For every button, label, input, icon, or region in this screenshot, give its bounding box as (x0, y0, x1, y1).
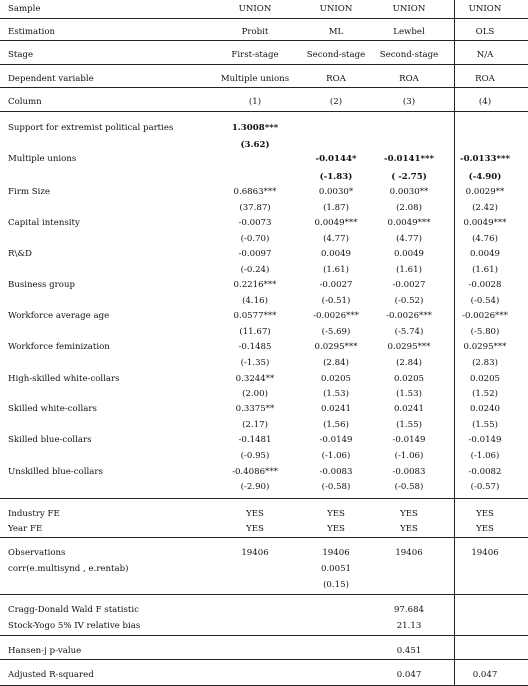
cell-col-2: -0.0083 (319, 467, 353, 477)
cell-col-3: 0.0205 (393, 374, 425, 384)
obs-row (0, 547, 528, 560)
cell-col-4: (4.76) (472, 234, 498, 244)
cell-col-3: ( -2.75) (391, 172, 427, 182)
body-row (0, 341, 528, 354)
cell-col-1: 0.3244** (235, 374, 275, 384)
rule-line (0, 594, 528, 595)
cell-col-2: -0.0149 (319, 435, 353, 445)
cell-col-2: -0.0027 (319, 280, 353, 290)
hansen-row (0, 645, 528, 658)
cell-col-3: Second-stage (379, 50, 439, 60)
cell-col-3: 0.451 (396, 646, 422, 656)
cell-col-2: UNION (319, 4, 353, 14)
cell-col-1: (2.00) (242, 389, 268, 399)
cell-col-4: 0.047 (472, 670, 498, 680)
cell-col-1: 0.6863*** (233, 187, 277, 197)
rule-line (0, 537, 528, 538)
cell-col-4: 0.0049*** (463, 218, 507, 228)
body-row (0, 357, 528, 370)
cell-col-1: 1.3008*** (231, 123, 279, 133)
row-label: Workforce feminization (8, 342, 110, 352)
cell-col-1: (11.67) (239, 327, 271, 337)
body-row (0, 217, 528, 230)
cell-col-4: 19406 (471, 548, 499, 558)
row-label: Multiple unions (8, 154, 77, 164)
body-row (0, 295, 528, 308)
cell-col-3: (-1.06) (394, 451, 424, 461)
rule-line (0, 64, 528, 65)
cell-col-3: 97.684 (393, 605, 425, 615)
cell-col-3: YES (400, 524, 418, 534)
cell-col-3: -0.0026*** (386, 311, 432, 321)
fe-row (0, 523, 528, 536)
cell-col-3: (-0.52) (394, 296, 424, 306)
row-label: Dependent variable (8, 74, 94, 84)
cell-col-1: (4.16) (242, 296, 268, 306)
cell-col-3: 0.047 (396, 670, 422, 680)
cell-col-2: 0.0049 (320, 249, 352, 259)
cell-col-1: UNION (238, 4, 272, 14)
cell-col-4: 0.0029** (465, 187, 505, 197)
body-row (0, 279, 528, 292)
body-row (0, 419, 528, 432)
cell-col-1: -0.4086*** (232, 467, 278, 477)
body-row (0, 153, 528, 166)
cell-col-2: 0.0295*** (314, 342, 358, 352)
header-row (0, 3, 528, 16)
row-label: Estimation (8, 27, 56, 37)
body-row (0, 388, 528, 401)
cell-col-1: Multiple unions (220, 74, 290, 84)
cell-col-4: -0.0082 (468, 467, 502, 477)
rule-line (0, 87, 528, 88)
row-label: Skilled white-collars (8, 404, 97, 414)
body-row (0, 450, 528, 463)
cell-col-3: (2.84) (396, 358, 422, 368)
cell-col-4: N/A (476, 50, 494, 60)
rule-line (0, 659, 528, 660)
obs-row (0, 579, 528, 592)
cell-col-3: 21.13 (396, 621, 422, 631)
cell-col-3: 0.0030** (389, 187, 429, 197)
cell-col-1: (37.87) (239, 203, 271, 213)
cell-col-1: -0.1481 (238, 435, 272, 445)
cell-col-1: 19406 (241, 548, 269, 558)
cell-col-1: (-0.24) (240, 265, 270, 275)
cell-col-3: YES (400, 509, 418, 519)
cell-col-2: (2.84) (323, 358, 349, 368)
cell-col-3: (-0.58) (394, 482, 424, 492)
cell-col-3: 0.0241 (393, 404, 425, 414)
cell-col-2: (-5.69) (321, 327, 351, 337)
row-label: Stage (8, 50, 34, 60)
cell-col-1: (-1.35) (240, 358, 270, 368)
body-row (0, 466, 528, 479)
row-label: Column (8, 97, 42, 107)
body-row (0, 434, 528, 447)
row-label: Stock-Yogo 5% IV relative bias (8, 621, 141, 631)
cell-col-4: (-5.80) (470, 327, 500, 337)
body-row (0, 233, 528, 246)
r2-row (0, 669, 528, 682)
cell-col-1: (1) (248, 97, 262, 107)
cell-col-4: YES (476, 509, 494, 519)
row-label: High-skilled white-collars (8, 374, 120, 384)
cell-col-4: (1.55) (472, 420, 498, 430)
cell-col-1: 0.0577*** (233, 311, 277, 321)
cell-col-1: 0.2216*** (233, 280, 277, 290)
cell-col-4: (2.42) (472, 203, 498, 213)
cell-col-4: (1.61) (472, 265, 498, 275)
row-label: R\&D (8, 249, 32, 259)
body-row (0, 310, 528, 323)
cell-col-3: Lewbel (393, 27, 425, 37)
cell-col-2: ML (328, 27, 344, 37)
iv-row (0, 604, 528, 617)
cell-col-4: 0.0295*** (463, 342, 507, 352)
cell-col-4: (4) (478, 97, 492, 107)
cell-col-1: -0.0073 (238, 218, 272, 228)
body-row (0, 481, 528, 494)
cell-col-4: (-1.06) (470, 451, 500, 461)
row-label: Support for extremist political parties (8, 123, 174, 133)
fe-row (0, 508, 528, 521)
cell-col-4: (-4.90) (468, 172, 502, 182)
header-row (0, 73, 528, 86)
cell-col-3: -0.0083 (392, 467, 426, 477)
cell-col-2: Second-stage (306, 50, 366, 60)
row-label: corr(e.multisynd , e.rentab) (8, 564, 129, 574)
header-row (0, 96, 528, 109)
cell-col-3: 19406 (395, 548, 423, 558)
cell-col-4: ROA (475, 74, 495, 84)
cell-col-1: First-stage (231, 50, 279, 60)
cell-col-3: 0.0049*** (387, 218, 431, 228)
cell-col-3: (4.77) (396, 234, 422, 244)
cell-col-4: 0.0049 (469, 249, 501, 259)
body-row (0, 264, 528, 277)
cell-col-3: (2.08) (396, 203, 422, 213)
cell-col-3: (1.55) (396, 420, 422, 430)
cell-col-1: (-0.95) (240, 451, 270, 461)
cell-col-4: 0.0240 (469, 404, 501, 414)
header-row (0, 49, 528, 62)
cell-col-1: -0.0097 (238, 249, 272, 259)
cell-col-2: (0.15) (323, 580, 349, 590)
row-label: Sample (8, 4, 41, 14)
cell-col-3: (3) (402, 97, 416, 107)
iv-row (0, 620, 528, 633)
body-row (0, 171, 528, 184)
cell-col-2: (1.56) (323, 420, 349, 430)
cell-col-2: (1.87) (323, 203, 349, 213)
body-row (0, 248, 528, 261)
cell-col-3: UNION (392, 4, 426, 14)
cell-col-2: 0.0030* (318, 187, 354, 197)
rule-line (0, 111, 528, 112)
row-label: Unskilled blue-collars (8, 467, 103, 477)
obs-row (0, 563, 528, 576)
row-label: Industry FE (8, 509, 60, 519)
row-label: Firm Size (8, 187, 50, 197)
cell-col-1: 0.3375** (235, 404, 275, 414)
body-row (0, 186, 528, 199)
cell-col-3: (1.61) (396, 265, 422, 275)
cell-col-3: -0.0149 (392, 435, 426, 445)
cell-col-2: (1.61) (323, 265, 349, 275)
cell-col-2: 0.0241 (320, 404, 352, 414)
body-row (0, 403, 528, 416)
cell-col-4: (-0.57) (470, 482, 500, 492)
row-label: Skilled blue-collars (8, 435, 92, 445)
cell-col-2: ROA (326, 74, 346, 84)
cell-col-4: (-0.54) (470, 296, 500, 306)
cell-col-3: -0.0027 (392, 280, 426, 290)
cell-col-4: OLS (475, 27, 495, 37)
cell-col-2: 0.0051 (320, 564, 352, 574)
cell-col-2: (1.53) (323, 389, 349, 399)
cell-col-2: 0.0205 (320, 374, 352, 384)
cell-col-1: YES (246, 524, 264, 534)
cell-col-1: (2.17) (242, 420, 268, 430)
body-row (0, 326, 528, 339)
cell-col-4: -0.0026*** (462, 311, 508, 321)
cell-col-3: 0.0049 (393, 249, 425, 259)
cell-col-4: 0.0205 (469, 374, 501, 384)
cell-col-3: 0.0295*** (387, 342, 431, 352)
row-label: Cragg-Donald Wald F statistic (8, 605, 139, 615)
cell-col-2: (-0.51) (321, 296, 351, 306)
cell-col-1: (3.62) (240, 140, 270, 150)
rule-line (0, 18, 528, 19)
cell-col-4: -0.0149 (468, 435, 502, 445)
cell-col-3: (-5.74) (394, 327, 424, 337)
cell-col-2: (-1.83) (319, 172, 353, 182)
cell-col-2: (-1.06) (321, 451, 351, 461)
row-label: Adjusted R-squared (8, 670, 94, 680)
cell-col-2: -0.0026*** (313, 311, 359, 321)
body-row (0, 122, 528, 135)
cell-col-4: -0.0028 (468, 280, 502, 290)
row-label: Observations (8, 548, 66, 558)
row-label: Workforce average age (8, 311, 110, 321)
row-label: Capital intensity (8, 218, 80, 228)
cell-col-2: (2) (329, 97, 343, 107)
cell-col-2: YES (327, 524, 345, 534)
cell-col-4: (1.52) (472, 389, 498, 399)
row-label: Hansen-j p-value (8, 646, 82, 656)
body-row (0, 139, 528, 152)
cell-col-1: YES (246, 509, 264, 519)
cell-col-4: YES (476, 524, 494, 534)
cell-col-2: YES (327, 509, 345, 519)
rule-line (0, 635, 528, 636)
cell-col-3: (1.53) (396, 389, 422, 399)
cell-col-3: -0.0141*** (384, 154, 434, 164)
cell-col-4: (2.83) (472, 358, 498, 368)
header-row (0, 26, 528, 39)
cell-col-2: 19406 (322, 548, 350, 558)
row-label: Business group (8, 280, 76, 290)
cell-col-2: (-0.58) (321, 482, 351, 492)
cell-col-1: (-2.90) (240, 482, 270, 492)
cell-col-2: -0.0144* (315, 154, 357, 164)
cell-col-1: Probit (241, 27, 269, 37)
body-row (0, 373, 528, 386)
cell-col-4: -0.0133*** (460, 154, 510, 164)
body-row (0, 202, 528, 215)
cell-col-4: UNION (468, 4, 502, 14)
cell-col-2: 0.0049*** (314, 218, 358, 228)
cell-col-3: ROA (399, 74, 419, 84)
cell-col-1: (-0.70) (240, 234, 270, 244)
cell-col-1: -0.1485 (238, 342, 272, 352)
cell-col-2: (4.77) (323, 234, 349, 244)
rule-line (0, 40, 528, 41)
rule-line (0, 498, 528, 499)
row-label: Year FE (8, 524, 43, 534)
